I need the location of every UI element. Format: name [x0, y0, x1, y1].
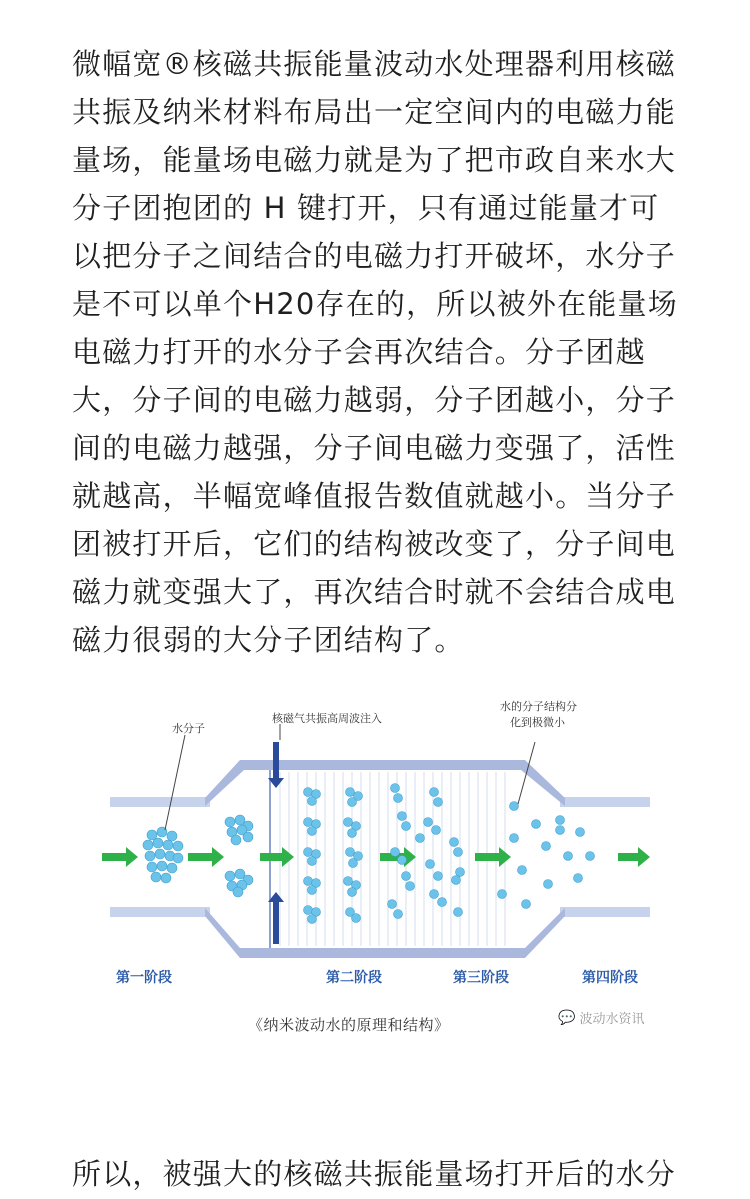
- annotation-result-1: 水的分子结构分: [500, 700, 577, 713]
- stage-label-4: 第四阶段: [582, 970, 638, 986]
- watermark-text: 波动水资讯: [579, 1012, 645, 1027]
- annotation-water-molecule: 水分子: [172, 722, 205, 735]
- diagram-svg: [90, 680, 670, 1040]
- article-paragraph-1: 微幅宽®核磁共振能量波动水处理器利用核磁共振及纳米材料布局出一定空间内的电磁力能量场，能量场电磁力就是为了把市政自来水大分子团抱团的 H 键打开，只有通过能量才可以把分子之间结合的电磁力打开破坏，水分子是不可以单个H20存在的，所以被外在能量场电磁力打开的水分子会再次结合。分子团越大，分子间的电磁力越弱，分子团越小，分子间的电磁力越强，分子间电磁力变强了，活性就越高，半幅宽峰值报告数值就越小。当分子团被打开后，它们的结构被改变了，分子间电磁力就变强大了，再次结合时就不会结合成电磁力很弱的大分子团结构了。: [72, 47, 678, 657]
- leader-lines: [165, 724, 535, 830]
- inlet-pipe-bottom: [110, 907, 210, 917]
- watermark: [558, 1008, 644, 1027]
- stage-label-2: 第二阶段: [326, 970, 382, 986]
- stage-label-1: 第一阶段: [116, 970, 172, 986]
- annotation-injection: 核磁气共振高周波注入: [272, 712, 382, 725]
- chamber-bottom-wall: [205, 908, 565, 958]
- wechat-bubble-icon: 💬: [558, 1009, 576, 1026]
- figure-caption: 《纳米波动水的原理和结构》: [248, 1016, 450, 1034]
- outlet-pipe-top: [560, 797, 650, 807]
- annotation-result-2: 化到极微小: [510, 716, 565, 729]
- stage-label-3: 第三阶段: [453, 970, 509, 986]
- article-paragraph-2: 所以，被强大的核磁共振能量场打开后的水分: [72, 1157, 677, 1191]
- nano-water-diagram: [90, 680, 670, 1040]
- outlet-pipe-bottom: [560, 907, 650, 917]
- chamber-top-wall: [205, 760, 565, 806]
- inlet-pipe-top: [110, 797, 210, 807]
